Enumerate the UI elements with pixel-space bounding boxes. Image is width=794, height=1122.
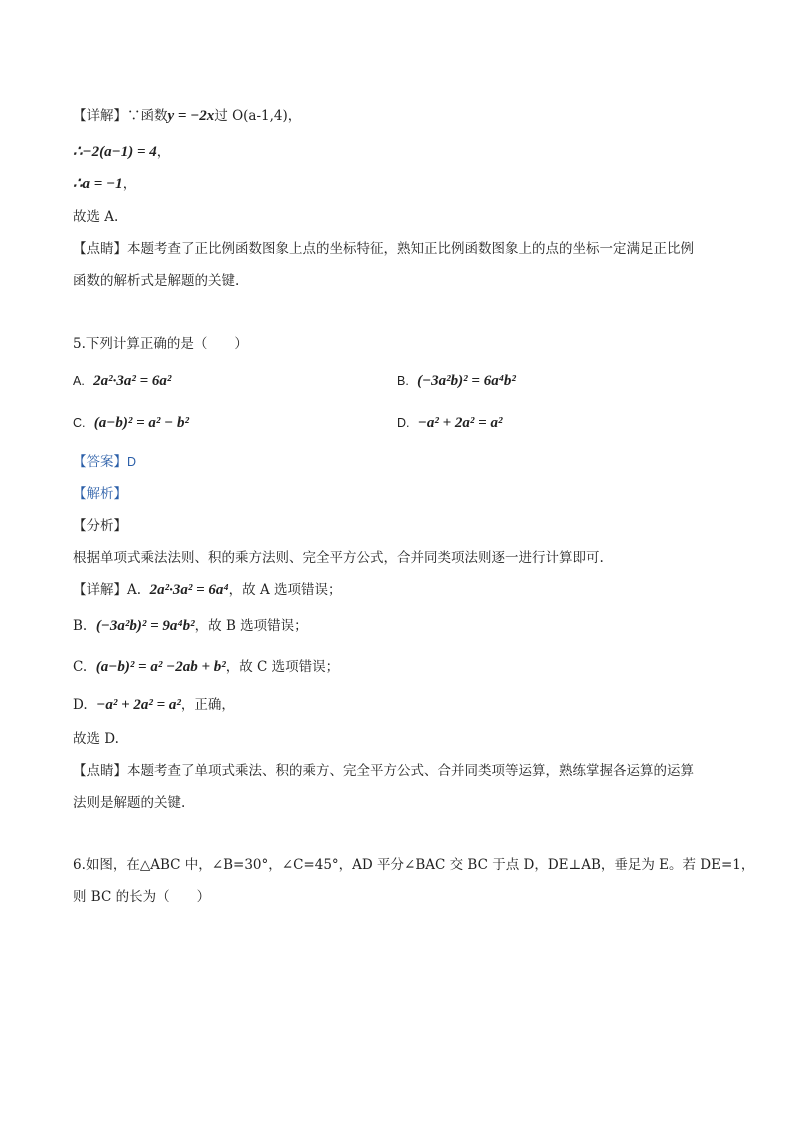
q5-detail-b-expr: (−3a²b)² = 9a⁴b² [95,618,195,634]
q5-option-d-label: D. [397,416,410,430]
q4-function-expr: y = −2x [167,108,215,124]
q4-comment-line2: 函数的解析式是解题的关键. [73,273,240,289]
q5-detail-c-prefix: C. [73,659,88,675]
q5-analysis-head: 【分析】 [73,518,127,534]
q5-option-a [73,371,171,392]
q5-option-c [73,413,189,434]
q5-comment-line1: 【点睛】本题考查了单项式乘法、积的乘方、完全平方公式、合并同类项等运算，熟练掌握各运算的运算 [73,763,694,779]
q4-step1-end: ， [156,144,171,160]
q5-comment-line2: 法则是解题的关键. [73,795,186,811]
q5-detail-d [73,695,235,715]
q5-answer [73,452,136,472]
q4-comment-line1: 【点睛】本题考查了正比例函数图象上点的坐标特征，熟知正比例函数图象上的点的坐标一定满足正比例 [73,241,694,257]
q5-choice: 故选 D. [73,731,119,747]
q4-point: O(a-1,4) [232,108,288,124]
q5-detail-d-suffix: ，正确， [180,697,235,713]
q5-option-a-expr: 2a²·3a² = 6a² [93,373,172,389]
q5-analysis-tag: 【解析】 [73,486,127,502]
q4-detail-mid: 过 [214,108,228,124]
q4-step1-expr: ∴−2(a−1) = 4 [73,144,157,160]
q5-option-b-expr: (−3a²b)² = 6a⁴b² [417,373,516,389]
q5-detail-d-expr: −a² + 2a² = a² [96,697,181,713]
q5-detail-a-expr: 2a²·3a² = 6a⁴ [149,582,229,598]
q6-stem-line2: 则 BC 的长为（ ） [73,889,211,905]
q5-detail-b [73,616,308,636]
q5-answer-value: D [127,455,137,469]
q5-option-c-label: C. [73,416,86,430]
q5-option-c-expr: (a−b)² = a² − b² [93,415,189,431]
q5-detail-c-expr: (a−b)² = a² −2ab + b² [95,659,226,675]
q5-option-b-label: B. [397,374,409,388]
q5-option-b [397,371,516,392]
q4-detail-end: ， [287,108,302,124]
q5-detail-c [73,657,339,677]
q4-step1 [73,142,170,162]
q5-analysis-text: 根据单项式乘法法则、积的乘方法则、完全平方公式，合并同类项法则逐一进行计算即可. [73,550,604,566]
q5-detail-a-prefix: 【详解】A. [73,582,142,598]
q4-choice: 故选 A. [73,209,119,225]
q5-detail-d-prefix: D. [73,697,88,713]
q5-detail-a-suffix: ，故 A 选项错误； [228,582,342,598]
q4-detail-line [73,106,301,126]
q4-detail-prefix: 【详解】∵函数 [73,108,168,124]
q5-detail-b-prefix: B. [73,618,88,634]
q5-answer-tag: 【答案】 [73,454,127,470]
q6-stem-line1: 6.如图，在△ABC 中，∠B=30°，∠C=45°，AD 平分∠BAC 交 BC 于点 D，DE⊥AB，垂足为 E。若 DE=1， [73,857,755,873]
q5-option-d [397,413,502,434]
q5-option-a-label: A. [73,374,85,388]
q5-stem: 5.下列计算正确的是（ ） [73,336,248,352]
q5-detail-b-suffix: ，故 B 选项错误； [194,618,308,634]
q5-detail-c-suffix: ，故 C 选项错误； [225,659,340,675]
q4-step2-end: ， [122,176,137,192]
q5-detail-a [73,580,342,600]
q5-option-d-expr: −a² + 2a² = a² [417,415,503,431]
q4-step2 [73,174,136,194]
q4-step2-expr: ∴a = −1 [73,176,123,192]
